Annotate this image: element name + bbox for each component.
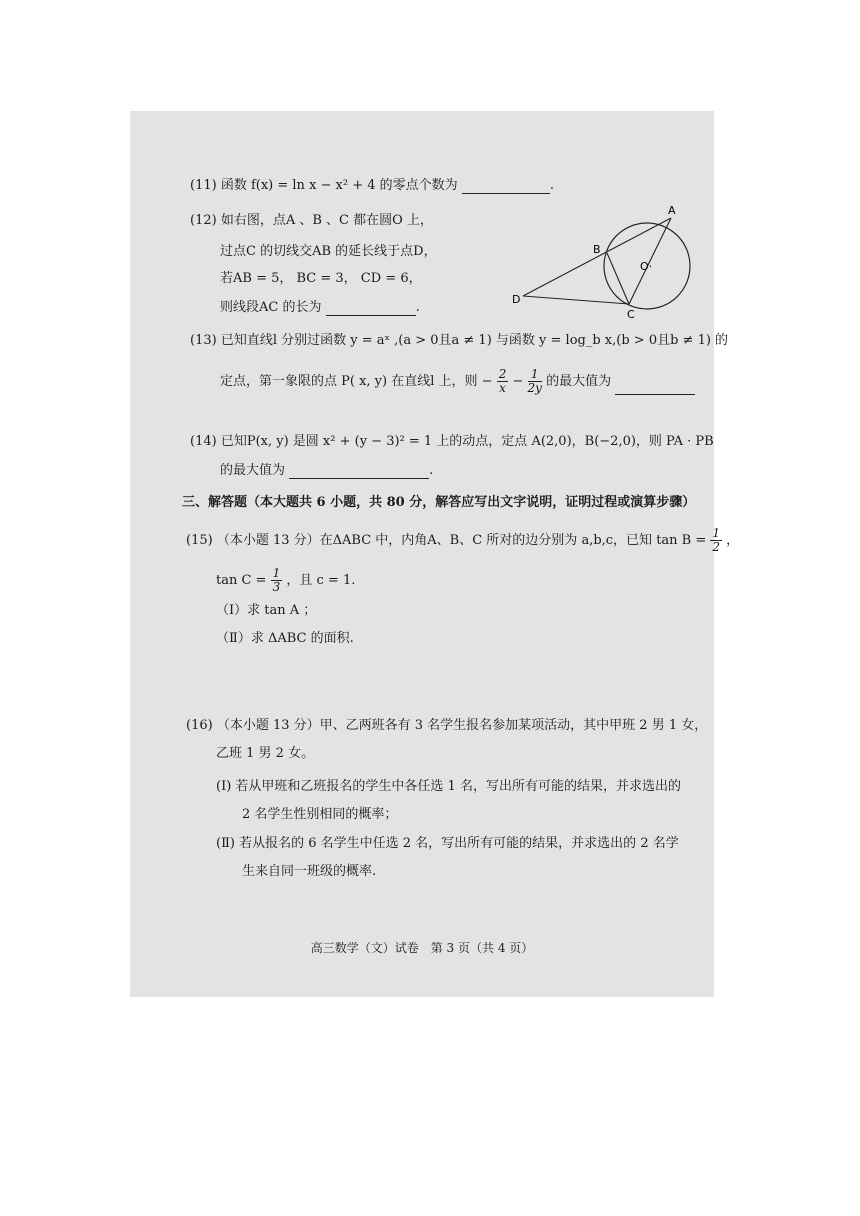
- question-14-line-2: 的最大值为 .: [220, 463, 434, 478]
- label-a: A: [668, 206, 676, 217]
- question-text: ，且 c = 1.: [286, 573, 356, 588]
- question-number: (11): [190, 178, 217, 193]
- question-15-part-2: （Ⅱ）求 ΔABC 的面积.: [216, 631, 354, 646]
- label-o: O·: [640, 260, 653, 273]
- minus-sign: −: [512, 374, 524, 389]
- question-13-line-2: [220, 368, 695, 395]
- question-text: 若AB = 5， BC = 3， CD = 6，: [220, 271, 422, 286]
- question-12-line-2: [220, 244, 437, 260]
- question-16-part-1a: (Ⅰ) 若从甲班和乙班报名的学生中各任选 1 名，写出所有可能的结果，并求选出的: [216, 779, 681, 794]
- label-b: B: [593, 243, 601, 256]
- answer-blank: [615, 382, 695, 395]
- question-text: 的最大值为: [546, 374, 612, 389]
- question-text: （本小题 13 分）甲、乙两班各有 3 名学生报名参加某项活动，其中甲班 2 男 1 女，: [216, 718, 708, 733]
- question-text: 函数 f(x) = ln x − x² + 4 的零点个数为: [220, 178, 458, 193]
- question-text: 如右图，点A 、B 、C 都在圆O 上，: [220, 213, 433, 228]
- answer-blank: [462, 181, 550, 194]
- question-number: (16): [186, 718, 213, 733]
- answer-blank: [289, 466, 429, 479]
- question-15-line-2: [216, 567, 355, 594]
- line-da: [523, 218, 671, 296]
- label-c: C: [627, 308, 635, 321]
- fraction-2-over-x: $\frac{2}{x}$: [498, 367, 507, 395]
- question-11: (11) 函数 f(x) = ln x − x² + 4 的零点个数为 .: [190, 178, 554, 193]
- circle-tangent-figure: [510, 206, 710, 326]
- question-12-line-4: 则线段AC 的长为 .: [220, 300, 420, 315]
- question-text: 定点，第一象限的点 P( x, y) 在直线l 上，则 −: [220, 374, 493, 389]
- tangent-line-dc: [523, 296, 629, 304]
- question-15-part-1: （Ⅰ）求 tan A ；: [216, 603, 317, 618]
- question-number: (14): [190, 434, 217, 449]
- question-13-line-1: [190, 333, 728, 349]
- chord-bc: [607, 253, 629, 304]
- question-16-line-1: [186, 718, 707, 734]
- question-16-part-2a: (Ⅱ) 若从报名的 6 名学生中任选 2 名，写出所有可能的结果，并求选出的 2 名学: [216, 836, 679, 851]
- fraction-1-over-2: $\frac{1}{2}$: [712, 526, 721, 554]
- question-text: 则线段AC 的长为: [220, 300, 322, 315]
- page-footer: 高三数学（文）试卷 第 3 页（共 4 页）: [310, 941, 534, 955]
- question-number: (15): [186, 533, 213, 548]
- question-14-line-1: [190, 434, 714, 450]
- question-16-part-2b: 生来自同一班级的概率.: [242, 864, 377, 879]
- fraction-1-over-3: $\frac{1}{3}$: [272, 566, 281, 594]
- question-text: 已知直线l 分别过函数 y = aˣ ,(a > 0且a ≠ 1) 与函数 y = log_b x,(b > 0且b ≠ 1) 的: [220, 333, 729, 348]
- comma: ，: [726, 533, 740, 548]
- question-16-line-2: 乙班 1 男 2 女。: [216, 746, 315, 761]
- question-number: (12): [190, 213, 217, 228]
- question-number: (13): [190, 333, 217, 348]
- question-12-line-3: [220, 271, 422, 287]
- question-text: 已知P(x, y) 是圆 x² + (y − 3)² = 1 上的动点，定点 A(2,0)，B(−2,0)，则 PA · PB: [220, 434, 714, 449]
- question-text: （本小题 13 分）在ΔABC 中，内角A、B、C 所对的边分别为 a,b,c，已知 tan B =: [216, 533, 707, 548]
- exam-page: [130, 111, 740, 997]
- label-d: D: [512, 293, 521, 306]
- question-text: tan C =: [216, 573, 267, 588]
- fraction-1-over-2y: $\frac{1}{2y}$: [527, 367, 542, 395]
- question-text: 的最大值为: [220, 463, 286, 478]
- section-3-heading: 三、解答题（本大题共 6 小题，共 80 分，解答应写出文字说明，证明过程或演算步骤）: [182, 495, 696, 510]
- answer-blank: [326, 303, 416, 316]
- question-15-line-1: [186, 527, 739, 554]
- question-12-line-1: [190, 213, 433, 229]
- question-16-part-1b: 2 名学生性别相同的概率；: [242, 807, 398, 822]
- question-text: 过点C 的切线交AB 的延长线于点D，: [220, 244, 437, 259]
